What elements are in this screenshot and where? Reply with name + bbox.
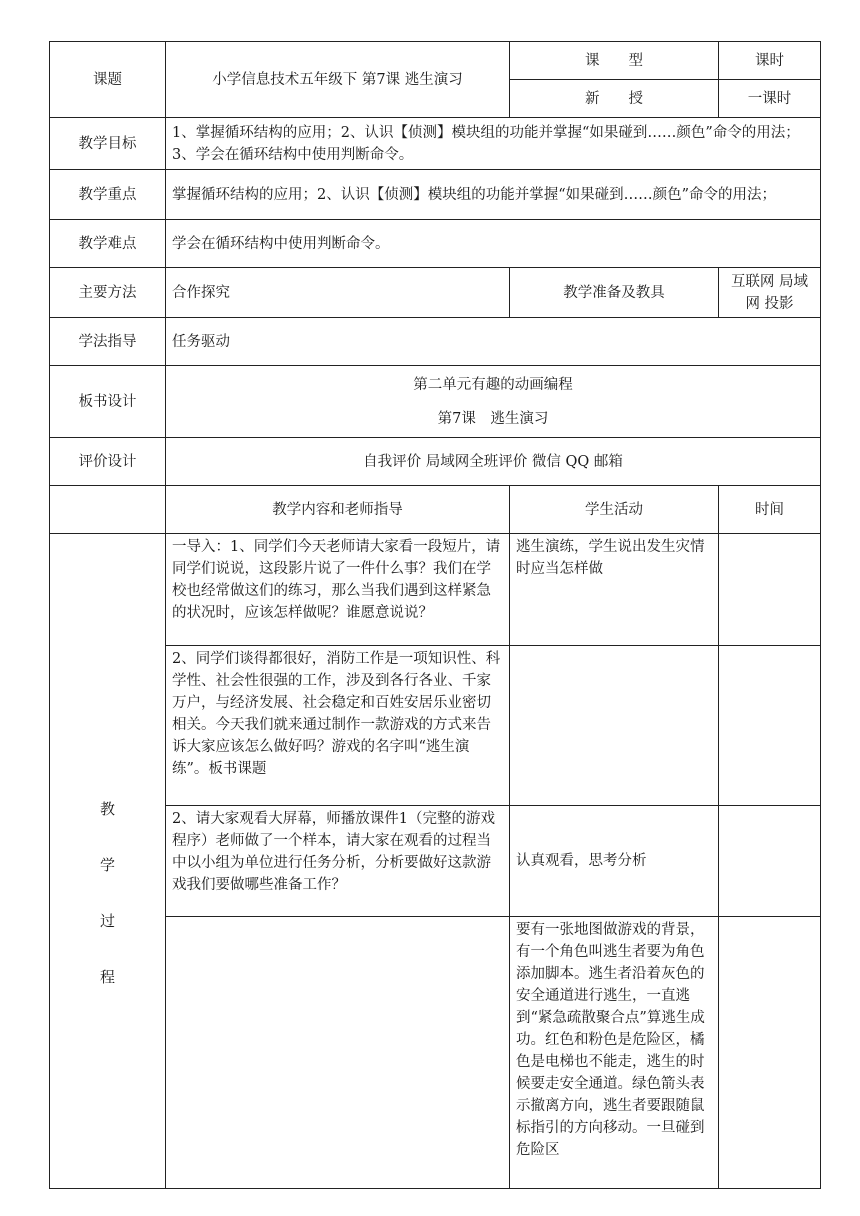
topic-value: 小学信息技术五年级下 第7课 逃生演习 [166,42,510,118]
goals-value: 1、掌握循环结构的应用；2、认识【侦测】模块组的功能并掌握“如果碰到……颜色”命令的用法；3、学会在循环结构中使用判断命令。 [166,118,821,170]
difficulty-value: 学会在循环结构中使用判断命令。 [166,220,821,268]
key-points-value: 掌握循环结构的应用；2、认识【侦测】模块组的功能并掌握“如果碰到……颜色”命令的用法； [166,170,821,220]
evaluation-label: 评价设计 [50,438,166,486]
evaluation-value: 自我评价 局域网全班评价 微信 QQ 邮箱 [166,438,821,486]
process-corner-cell [50,486,166,534]
time-step-3 [719,806,821,917]
time-step-2 [719,646,821,806]
teacher-step-2: 2、同学们谈得都很好，消防工作是一项知识性、科学性、社会性很强的工作，涉及到各行各业、千家万户，与经济发展、社会稳定和百姓安居乐业密切相关。今天我们就来通过制作一款游戏的方式来告诉大家应该怎么做好吗？游戏的名字叫“逃生演练”。板书课题 [166,646,510,806]
type-value: 新 授 [510,80,719,118]
hours-label: 课时 [719,42,821,80]
col-time-header: 时间 [719,486,821,534]
process-char-4: 程 [99,968,115,986]
board-design-value [166,366,821,438]
study-guide-value: 任务驱动 [166,318,821,366]
process-char-1: 教 [99,800,115,818]
difficulty-label: 教学难点 [50,220,166,268]
time-step-4 [719,917,821,1189]
teacher-step-3: 2、请大家观看大屏幕，师播放课件1（完整的游戏程序）老师做了一个样本，请大家在观看的过程当中以小组为单位进行任务分析，分析要做好这款游戏我们要做哪些准备工作？ [166,806,510,917]
student-step-3: 认真观看，思考分析 [510,806,719,917]
board-design-label: 板书设计 [50,366,166,438]
board-line-lesson: 第7课 逃生演习 [437,410,549,427]
col-student-header: 学生活动 [510,486,719,534]
hours-value: 一课时 [719,80,821,118]
process-char-3: 过 [99,912,115,930]
method-value: 合作探究 [166,268,510,318]
teacher-step-1: 一导入：1、同学们今天老师请大家看一段短片，请同学们说说，这段影片说了一件什么事？我们在学校也经常做这们的练习，那么当我们遇到这样紧急的状况时，应该怎样做呢？谁愿意说说？ [166,534,510,646]
student-step-2 [510,646,719,806]
prep-label: 教学准备及教具 [510,268,719,318]
goals-label: 教学目标 [50,118,166,170]
topic-label: 课题 [50,42,166,118]
teaching-process-label [50,534,166,1189]
process-char-2: 学 [99,856,115,874]
lesson-plan-table [49,41,821,1189]
type-label: 课 型 [510,42,719,80]
time-step-1 [719,534,821,646]
student-step-4: 要有一张地图做游戏的背景，有一个角色叫逃生者要为角色添加脚本。逃生者沿着灰色的安全通道进行逃生，一直逃到“紧急疏散聚合点”算逃生成功。红色和粉色是危险区，橘色是电梯也不能走，逃生的时候要走安全通道。绿色箭头表示撤离方向，逃生者要跟随鼠标指引的方向移动。一旦碰到危险区 [510,917,719,1189]
teacher-step-4 [166,917,510,1189]
prep-value: 互联网 局域网 投影 [719,268,821,318]
student-step-1: 逃生演练，学生说出发生灾情时应当怎样做 [510,534,719,646]
study-guide-label: 学法指导 [50,318,166,366]
method-label: 主要方法 [50,268,166,318]
board-line-unit: 第二单元有趣的动画编程 [413,376,573,393]
key-points-label: 教学重点 [50,170,166,220]
col-content-header: 教学内容和老师指导 [166,486,510,534]
